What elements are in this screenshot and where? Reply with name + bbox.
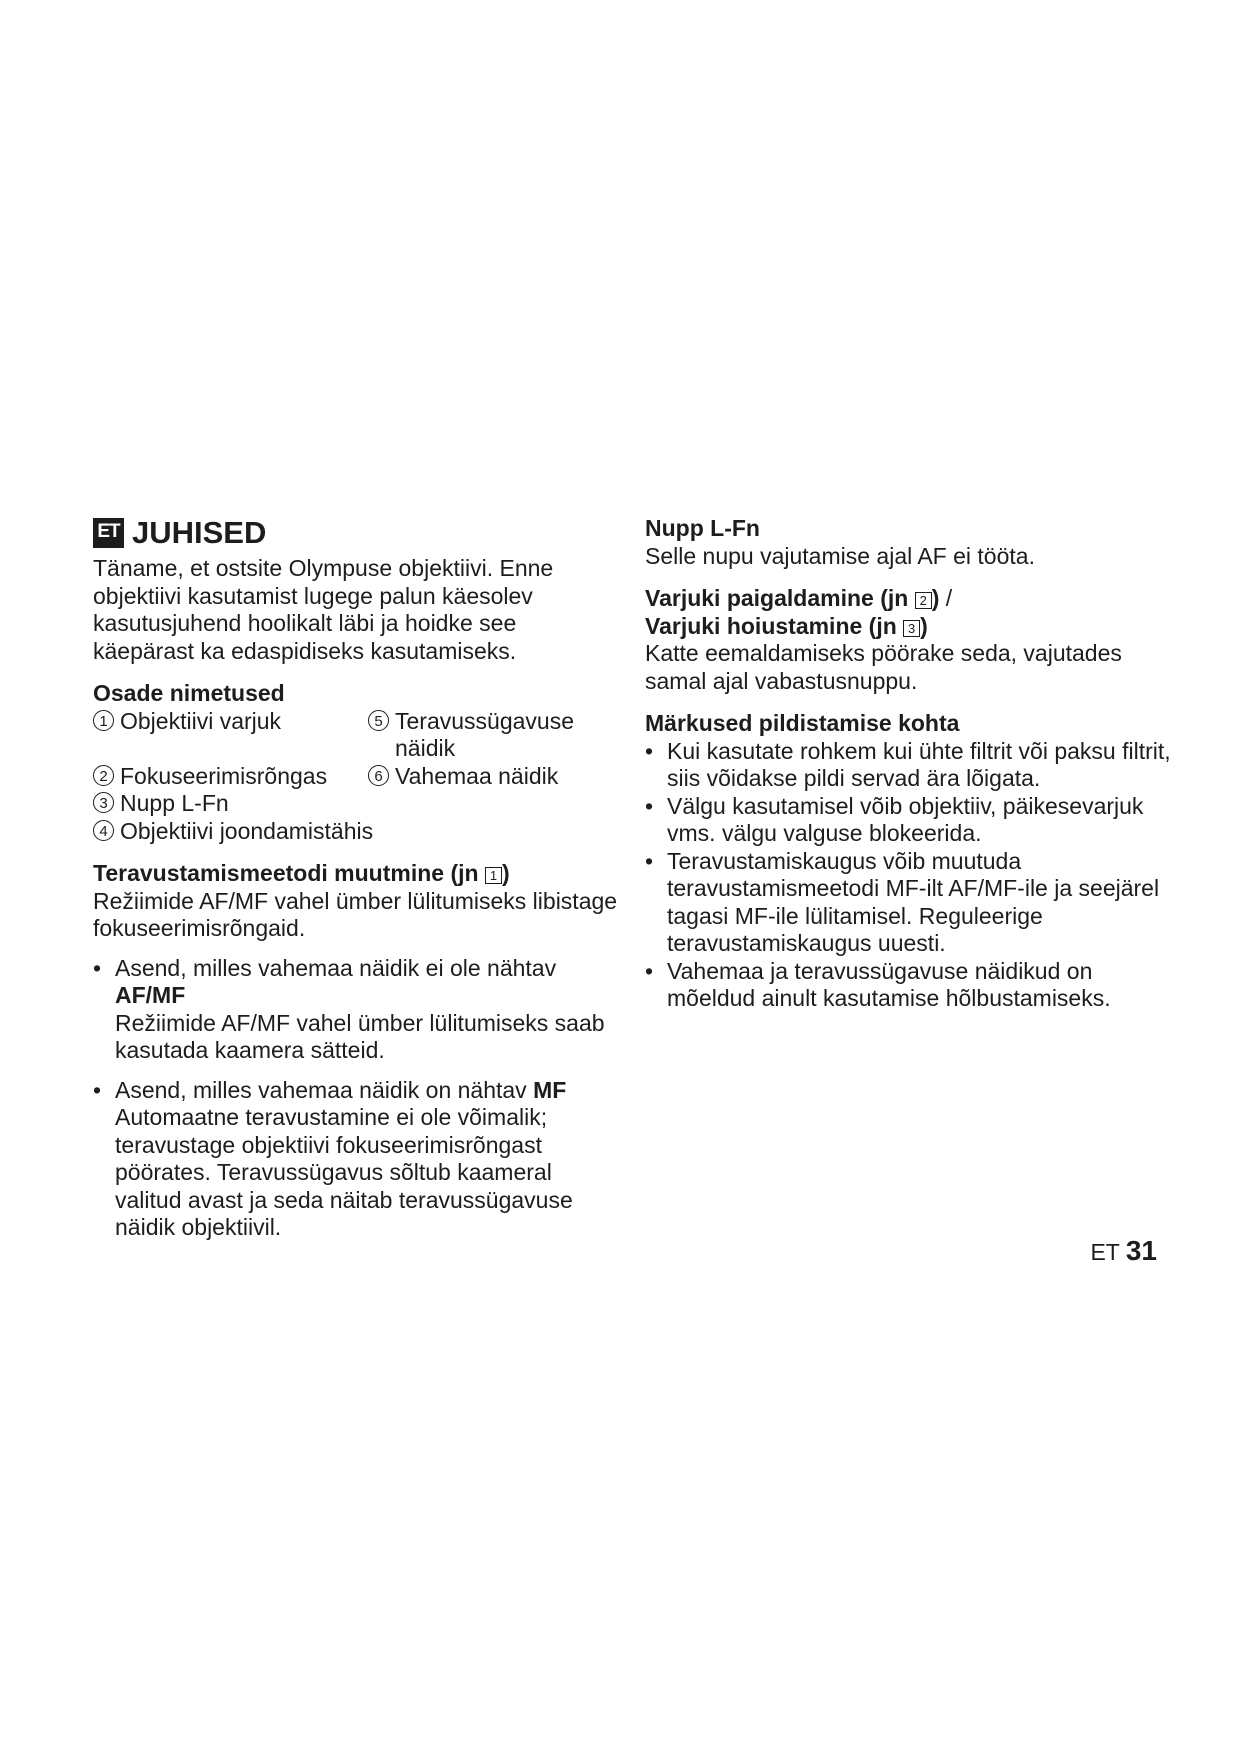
parts-list [93,708,623,846]
language-badge: ET [93,518,124,548]
part-number: 4 [93,820,114,841]
part-number: 3 [93,792,114,813]
part-number: 5 [368,710,389,731]
part-item [93,790,368,818]
part-number: 6 [368,765,389,786]
footer-page: 31 [1125,1235,1157,1266]
part-item [93,818,613,846]
right-column [645,515,1175,1013]
left-column [93,515,623,1242]
title-text: JUHISED [132,515,267,550]
part-item [368,763,613,791]
part-label: Teravussügavuse näidik [395,707,574,761]
lfn-heading: Nupp L-Fn [645,515,760,541]
bullet-icon: • [645,737,654,764]
bullet-text-line [115,1077,623,1105]
bullet-text: Asend, milles vahemaa näidik ei ole nähtav [115,954,557,981]
mode-label: MF [533,1076,567,1103]
page-number [1090,1235,1157,1267]
bullet-text: Asend, milles vahemaa näidik on nähtav [115,1076,534,1103]
list-item [645,958,1175,1013]
focus-method-heading: Teravustamismeetodi muutmine (jn 1 ) [93,860,510,886]
figure-ref: 2 [915,592,932,609]
parts-heading: Osade nimetused [93,680,285,706]
note-text: Välgu kasutamisel võib objektiiv, päikesevarjuk vms. välgu valguse blokeerida. [667,792,1144,846]
list-item [93,955,623,1065]
bullet-icon: • [93,954,102,981]
bullet-icon: • [645,792,654,819]
part-label: Fokuseerimisrõngas [120,762,328,789]
part-item [368,708,613,763]
notes-heading: Märkused pildistamise kohta [645,710,960,736]
part-label: Objektiivi varjuk [120,707,282,734]
hood-heading-2: Varjuki hoiustamine (jn 3 ) [645,612,928,639]
page-title [93,515,623,551]
part-item [93,763,368,791]
note-text: Teravustamiskaugus võib muutuda teravustamismeetodi MF-ilt AF/MF-ile ja seejärel tagasi MF-ile lülitamisel. Reguleerige teravustamiskaugus uuesti. [667,847,1160,956]
focus-method-text: Režiimide AF/MF vahel ümber lülitumiseks libistage fokuseerimisrõngaid. [93,887,618,941]
part-label: Vahemaa näidik [395,762,559,789]
hood-heading-text: Varjuki hoiustamine (jn [645,612,904,639]
list-item [93,1077,623,1242]
figure-ref: 1 [485,867,502,884]
part-item-empty [368,790,613,818]
bullet-icon: • [645,957,654,984]
footer-lang: ET [1090,1239,1120,1265]
bullet-icon: • [93,1076,102,1103]
bullet-desc: Režiimide AF/MF vahel ümber lülitumiseks saab kasutada kaamera sätteid. [115,1009,605,1063]
intro-paragraph: Täname, et ostsite Olympuse objektiivi. Enne objektiivi kasutamist lugege palun käesolev kasutusjuhend hoolikalt läbi ja hoidke see käepärast ka edaspidiseks kasutamiseks. [93,555,554,664]
focus-heading-text: Teravustamismeetodi muutmine (jn [93,860,485,886]
lfn-text: Selle nupu vajutamise ajal AF ei tööta. [645,542,1035,569]
figure-ref: 3 [903,620,920,637]
bullet-desc: Automaatne teravustamine ei ole võimalik; teravustage objektiivi fokuseerimisrõngast pöörates. Teravussügavus sõltub kaameral valitud avast ja seda näitab teravussügavuse näidik objektiivil. [115,1104,573,1240]
part-number: 2 [93,765,114,786]
list-item [645,738,1175,793]
hood-text: Katte eemaldamiseks pöörake seda, vajutades samal ajal vabastusnuppu. [645,640,1122,694]
hood-heading-1: Varjuki paigaldamine (jn 2 ) / [645,585,953,611]
hood-heading-text: Varjuki paigaldamine (jn [645,585,915,611]
note-text: Vahemaa ja teravussügavuse näidikud on mõeldud ainult kasutamise hõlbustamiseks. [667,957,1111,1011]
note-text: Kui kasutate rohkem kui ühte filtrit või paksu filtrit, siis võidakse pildi servad ära lõigata. [667,737,1171,791]
part-label: Objektiivi joondamistähis [120,817,374,844]
part-label: Nupp L-Fn [120,790,229,816]
list-item [645,793,1175,848]
part-number: 1 [93,710,114,731]
bullet-icon: • [645,847,654,874]
mode-label: AF/MF [115,982,186,1008]
list-item [645,848,1175,958]
part-item [93,708,368,763]
